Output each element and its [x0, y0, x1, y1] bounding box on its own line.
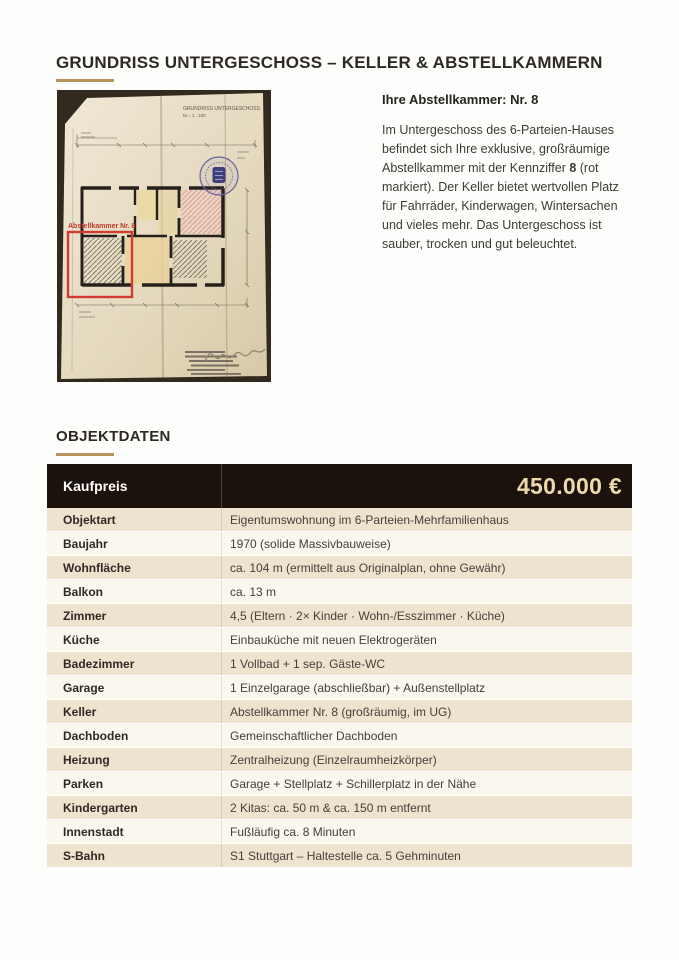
table-row	[47, 556, 632, 580]
table-row	[47, 676, 632, 700]
table-row	[47, 580, 632, 604]
row-value: Fußläufig ca. 8 Minuten	[230, 824, 356, 839]
section-accent-rule	[56, 453, 114, 456]
price-label: Kaufpreis	[47, 464, 222, 508]
table-row	[47, 820, 632, 844]
title-accent-rule	[56, 79, 114, 82]
floorplan-photo	[57, 90, 271, 382]
row-value: Einbauküche mit neuen Elektrogeräten	[230, 632, 437, 647]
row-value: ca. 104 m (ermittelt aus Originalplan, ohne Gewähr)	[230, 560, 506, 575]
table-row	[47, 748, 632, 772]
row-label: Wohnfläche	[47, 556, 222, 579]
row-value: 1 Einzelgarage (abschließbar) + Außenstellplatz	[230, 680, 486, 695]
table-row	[47, 532, 632, 556]
price-header-row	[47, 464, 632, 508]
row-label: Badezimmer	[47, 652, 222, 675]
row-label: Heizung	[47, 748, 222, 771]
intro-paragraph: Im Untergeschoss des 6-Parteien-Hauses befindet sich Ihre exklusive, großräumige Abstellkammer mit der Kennziffer 8 (rot markiert). Der Keller bietet wertvollen Platz für Fahrräder, Kinderwagen, Wintersachen und vieles mehr. Das Untergeschoss ist sauber, trocken und gut beleuchtet.	[382, 123, 619, 251]
svg-text:M = 1 : 100: M = 1 : 100	[183, 113, 206, 118]
table-row	[47, 724, 632, 748]
official-stamp-icon	[200, 157, 238, 195]
row-value: S1 Stuttgart – Haltestelle ca. 5 Gehminuten	[230, 848, 461, 863]
table-body	[47, 508, 632, 868]
table-row	[47, 844, 632, 868]
row-value: 2 Kitas: ca. 50 m & ca. 150 m entfernt	[230, 800, 431, 815]
row-label: Küche	[47, 628, 222, 651]
objektdaten-table	[47, 464, 632, 868]
row-label: Keller	[47, 700, 222, 723]
row-label: Parken	[47, 772, 222, 795]
table-row	[47, 604, 632, 628]
row-value: 4,5 (Eltern · 2× Kinder · Wohn-/Esszimmer · Küche)	[230, 608, 505, 623]
row-label: Dachboden	[47, 724, 222, 747]
table-row	[47, 652, 632, 676]
row-label: Balkon	[47, 580, 222, 603]
bold-kennziffer: 8	[569, 161, 577, 175]
svg-text:GRUNDRISS UNTERGESCHOSS: GRUNDRISS UNTERGESCHOSS	[183, 106, 260, 112]
row-label: Innenstadt	[47, 820, 222, 843]
row-value: ca. 13 m	[230, 584, 277, 599]
row-value: Garage + Stellplatz + Schillerplatz in der Nähe	[230, 776, 477, 791]
row-value: 1 Vollbad + 1 sep. Gäste-WC	[230, 656, 386, 671]
section-heading: OBJEKTDATEN	[56, 428, 171, 445]
row-value: Zentralheizung (Einzelraumheizkörper)	[230, 752, 437, 767]
row-label: Kindergarten	[47, 796, 222, 819]
intro-column	[382, 92, 626, 382]
row-label: Zimmer	[47, 604, 222, 627]
page-title: GRUNDRISS UNTERGESCHOSS – KELLER & ABSTELLKAMMERN	[56, 53, 603, 72]
row-label: Garage	[47, 676, 222, 699]
row-label: S-Bahn	[47, 844, 222, 867]
highlight-label: Abstellkammer Nr. 8	[68, 223, 136, 230]
table-row	[47, 700, 632, 724]
row-value: Abstellkammer Nr. 8 (großräumig, im UG)	[230, 704, 452, 719]
table-row	[47, 772, 632, 796]
intro-heading: Ihre Abstellkammer: Nr. 8	[382, 92, 539, 107]
row-value: 1970 (solide Massivbauweise)	[230, 536, 391, 551]
table-row	[47, 508, 632, 532]
row-value: Eigentumswohnung im 6-Parteien-Mehrfamilienhaus	[230, 512, 509, 527]
table-row	[47, 796, 632, 820]
row-value: Gemeinschaftlicher Dachboden	[230, 728, 398, 743]
table-row	[47, 628, 632, 652]
row-label: Objektart	[47, 508, 222, 531]
row-label: Baujahr	[47, 532, 222, 555]
price-value: 450.000 €	[516, 472, 622, 499]
plan-section	[47, 90, 632, 382]
